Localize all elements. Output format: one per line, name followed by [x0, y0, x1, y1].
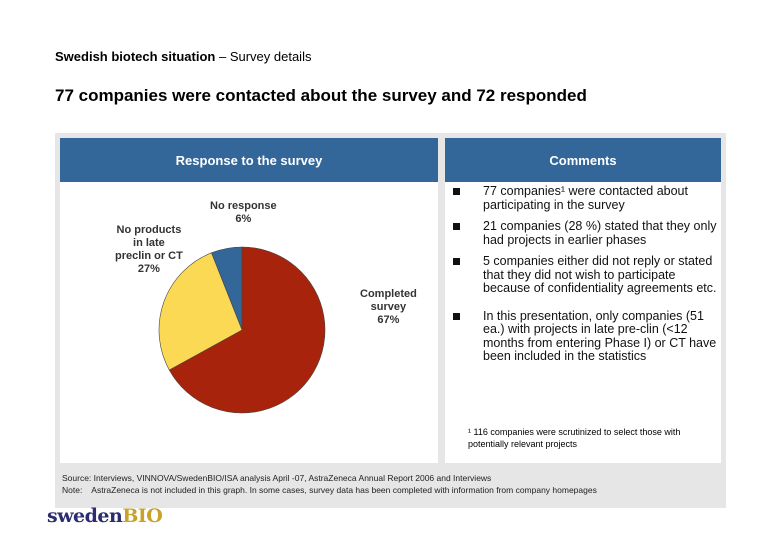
- source-text: Source: Interviews, VINNOVA/SwedenBIO/ISA analysis April -07, AstraZeneca Annual Report 2006 and Interviews: [62, 473, 492, 483]
- slide-subtitle: Swedish biotech situation – Survey details: [55, 49, 312, 64]
- response-panel: [60, 138, 438, 463]
- pie-slice-label: No response 6%: [210, 200, 277, 225]
- pie-slice-label: No products in late preclin or CT 27%: [115, 224, 183, 275]
- note-text: Note: AstraZeneca is not included in this graph. In some cases, survey data has been completed with information from company homepages: [62, 485, 597, 495]
- source-notes: [62, 472, 597, 496]
- swedenbio-logo: swedenBIO: [47, 505, 163, 527]
- bullet-icon: [453, 313, 460, 320]
- response-panel-title: Response to the survey: [60, 138, 438, 182]
- bullet-icon: [453, 223, 460, 230]
- comments-panel-title: Comments: [445, 138, 721, 182]
- bullet-icon: [453, 188, 460, 195]
- footnote: ¹ 116 companies were scrutinized to select those with potentially relevant projects: [468, 427, 681, 449]
- comment-item: 21 companies (28 %) stated that they only had projects in earlier phases: [453, 220, 718, 247]
- bullet-icon: [453, 258, 460, 265]
- comment-item: In this presentation, only companies (51 ea.) with projects in late pre-clin (<12 months from entering Phase I) or CT have been included in the statistics: [453, 310, 718, 364]
- slide-headline: 77 companies were contacted about the survey and 72 responded: [55, 86, 587, 105]
- comment-item: 77 companies¹ were contacted about participating in the survey: [453, 185, 718, 212]
- comments-panel: [445, 138, 721, 463]
- pie-slice-label: Completed survey 67%: [360, 288, 417, 326]
- comments-list: [453, 185, 718, 372]
- comment-item: 5 companies either did not reply or stated that they did not wish to participate because of confidentiality agreements etc.: [453, 255, 718, 296]
